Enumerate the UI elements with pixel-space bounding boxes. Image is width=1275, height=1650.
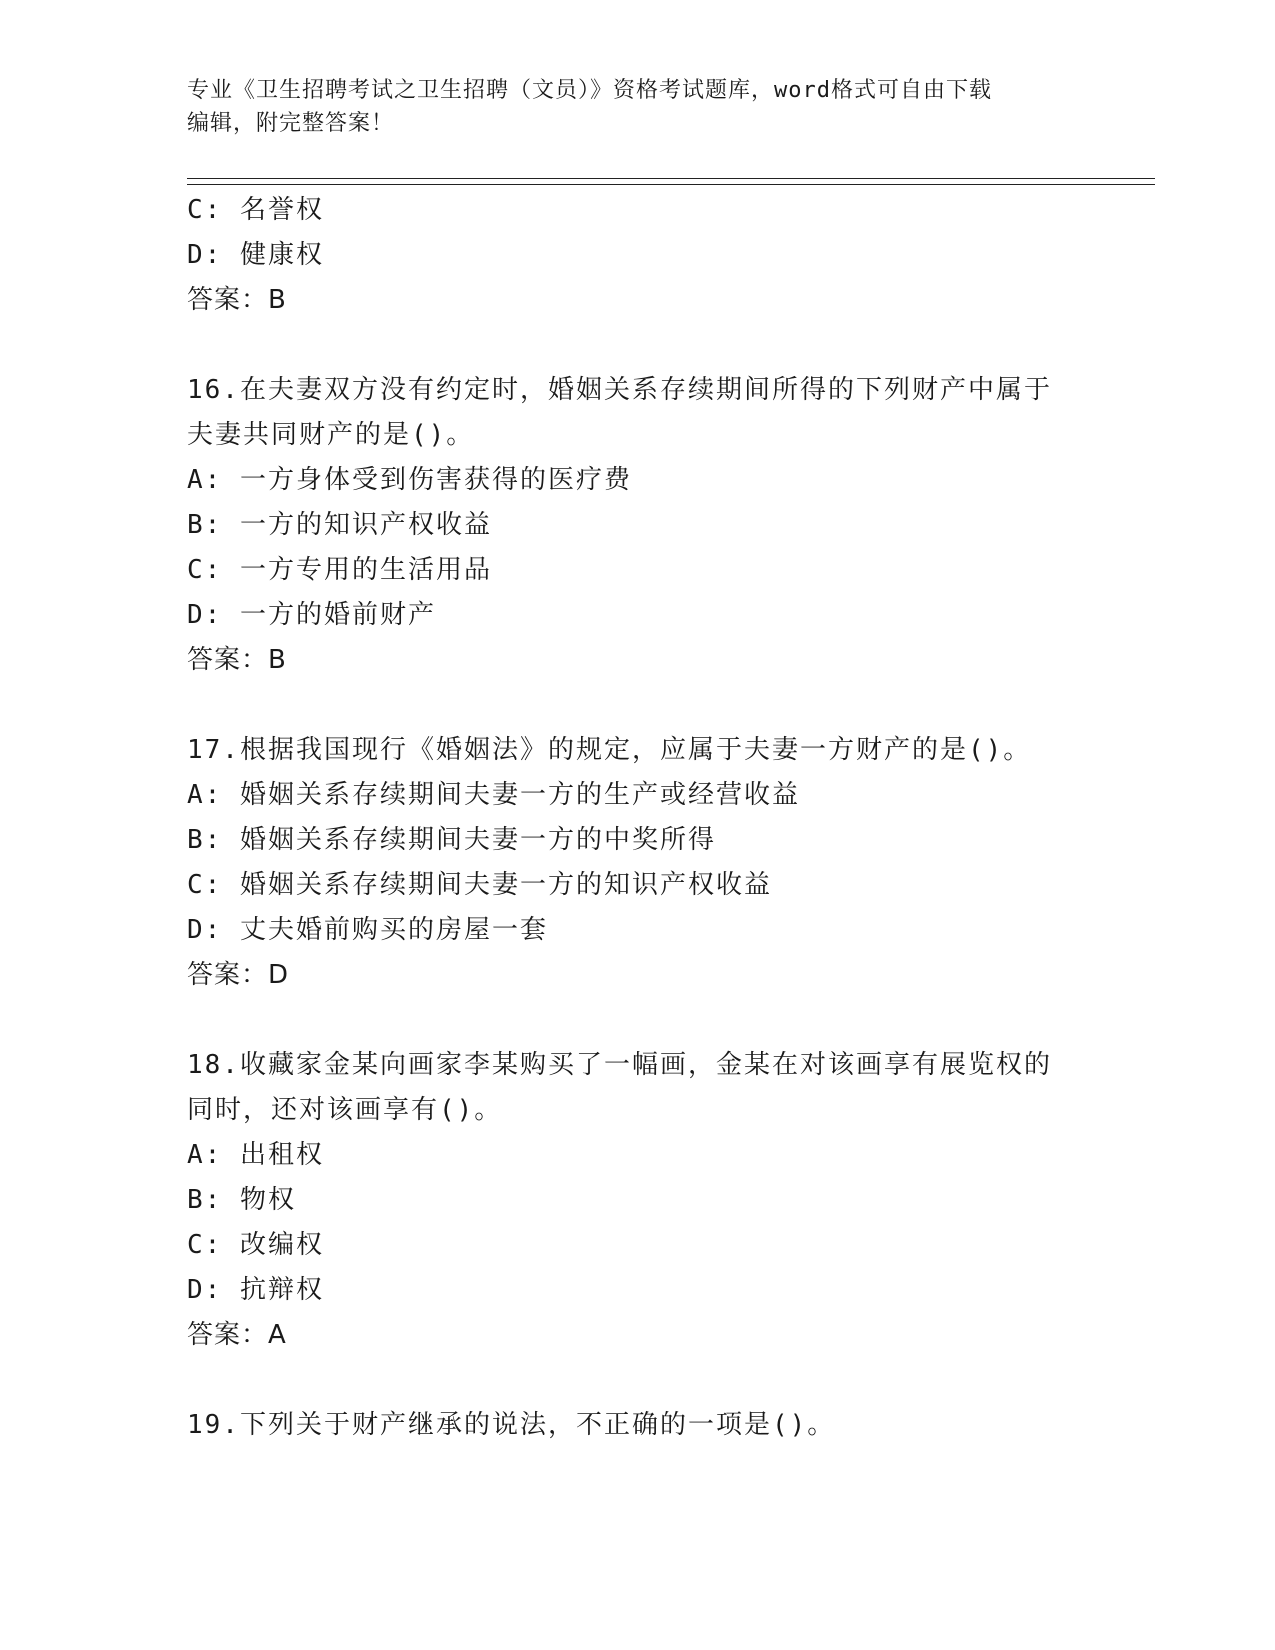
q18-option-a: A: 出租权 xyxy=(187,1140,324,1170)
q18-stem-line-2: 同时，还对该画享有()。 xyxy=(187,1095,503,1125)
q17-option-a: A: 婚姻关系存续期间夫妻一方的生产或经营收益 xyxy=(187,780,800,810)
header-rule-top xyxy=(187,178,1155,179)
prev-option-c: C: 名誉权 xyxy=(187,195,324,225)
q17-option-c: C: 婚姻关系存续期间夫妻一方的知识产权收益 xyxy=(187,870,772,900)
q18-option-d: D: 抗辩权 xyxy=(187,1275,324,1305)
q17-option-b: B: 婚姻关系存续期间夫妻一方的中奖所得 xyxy=(187,825,716,855)
header-line-2: 编辑，附完整答案！ xyxy=(187,111,395,136)
q18-option-c: C: 改编权 xyxy=(187,1230,324,1260)
q16-option-a: A: 一方身体受到伤害获得的医疗费 xyxy=(187,465,632,495)
q16-option-c: C: 一方专用的生活用品 xyxy=(187,555,492,585)
prev-answer: 答案：B xyxy=(187,285,287,315)
q17-answer: 答案：D xyxy=(187,960,290,990)
q18-answer: 答案：A xyxy=(187,1320,287,1350)
q17-option-d: D: 丈夫婚前购买的房屋一套 xyxy=(187,915,548,945)
header-rule-bottom xyxy=(187,184,1155,185)
q16-option-b: B: 一方的知识产权收益 xyxy=(187,510,492,540)
q18-option-b: B: 物权 xyxy=(187,1185,296,1215)
q17-stem-line-1: 17.根据我国现行《婚姻法》的规定，应属于夫妻一方财产的是()。 xyxy=(187,735,1032,765)
q16-option-d: D: 一方的婚前财产 xyxy=(187,600,436,630)
document-header xyxy=(187,74,1087,140)
q16-stem-line-1: 16.在夫妻双方没有约定时，婚姻关系存续期间所得的下列财产中属于 xyxy=(187,375,1052,405)
q16-stem-line-2: 夫妻共同财产的是()。 xyxy=(187,420,475,450)
prev-option-d: D: 健康权 xyxy=(187,240,324,270)
header-line-1: 专业《卫生招聘考试之卫生招聘（文员）》资格考试题库，word格式可自由下载 xyxy=(187,78,992,103)
q19-stem-line-1: 19.下列关于财产继承的说法，不正确的一项是()。 xyxy=(187,1410,836,1440)
q18-stem-line-1: 18.收藏家金某向画家李某购买了一幅画，金某在对该画享有展览权的 xyxy=(187,1050,1052,1080)
q16-answer: 答案：B xyxy=(187,645,287,675)
